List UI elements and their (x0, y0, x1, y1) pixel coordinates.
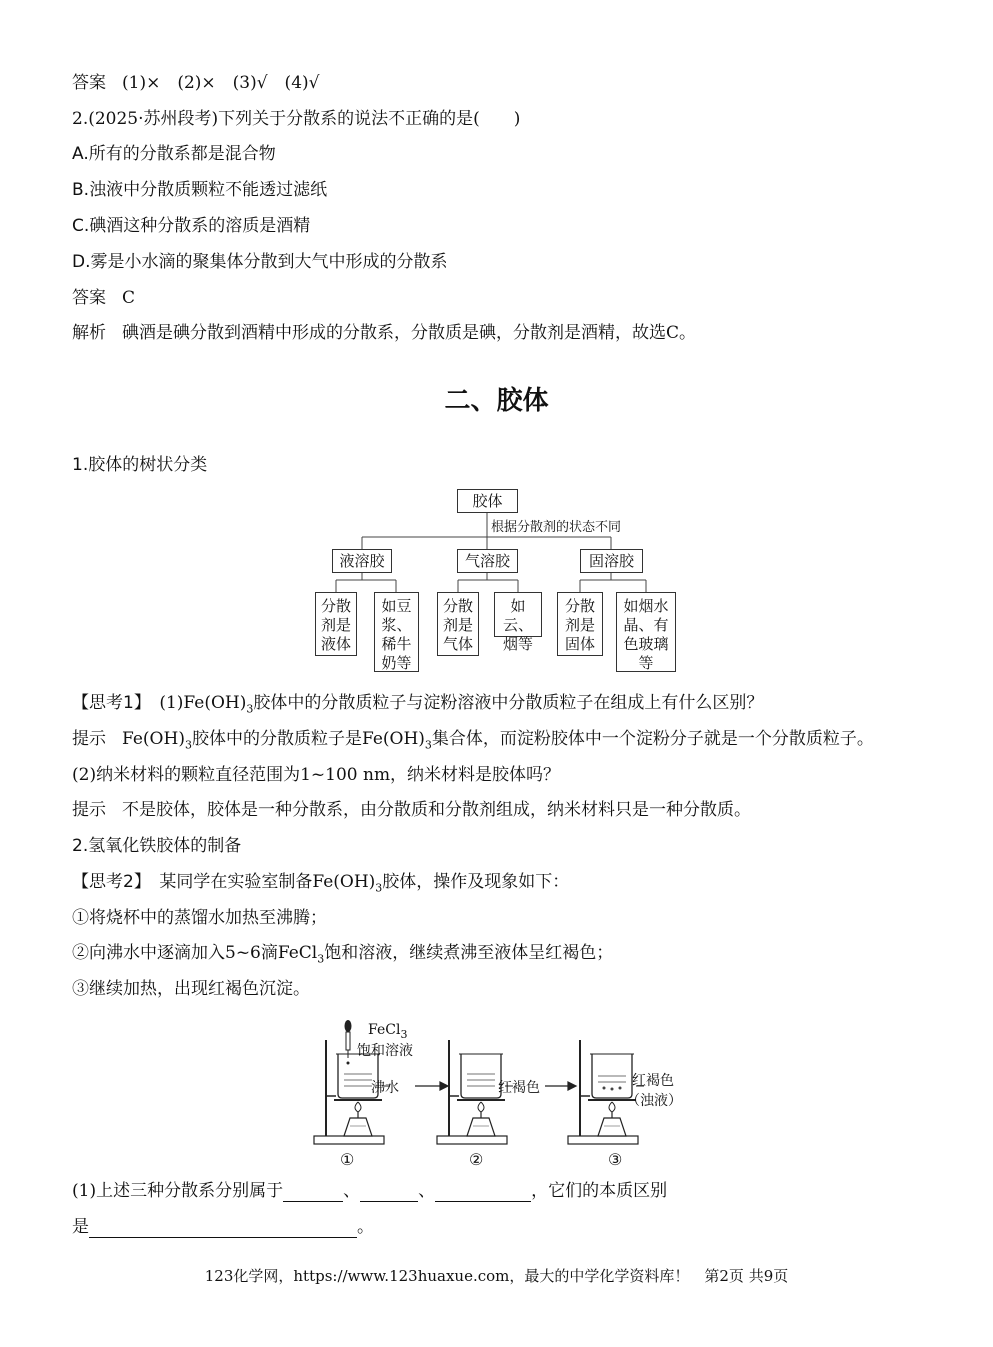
label-suspension: （浊液） (626, 1093, 682, 1109)
think1-tip1: 提示 $Fe(OH)_3$胶体中的分散质粒子是$Fe(OH)_3$集合体，而淀粉胶体中一个淀粉分子就是一个分散质粒子。 (72, 729, 874, 752)
tree-solid-a: 分散剂是固体 (557, 592, 603, 656)
option-b: B.浊液中分散质颗粒不能透过滤纸 (72, 180, 328, 200)
answer-value: C (122, 288, 136, 308)
answer-blank-2[interactable] (360, 1183, 418, 1202)
think1-question2: (2)纳米材料的颗粒直径范围为1~100 nm，纳米材料是胶体吗？ (72, 765, 561, 785)
answer-label: 答案 (72, 73, 106, 93)
reagent-label-2: 饱和溶液 (357, 1043, 413, 1059)
think1-label: 【思考1】 (72, 693, 143, 713)
label-red-brown: 红褐色 (498, 1080, 540, 1096)
think2-step2: ②向沸水中逐滴加入5~6滴FeCl$_3$饱和溶液，继续煮沸至液体呈红褐色； (72, 943, 614, 966)
think1-question1: 【思考1】 $(1)Fe(OH)_3$胶体中的分散质粒子与淀粉溶液中分散质粒子在组成上有什么区别？ (72, 693, 764, 716)
tree-root: 胶体 (457, 489, 518, 513)
tree-gas-b: 如云、烟等 (494, 592, 542, 637)
subsection-tree: 1.胶体的树状分类 (72, 455, 208, 475)
tree-liquid-b: 如豆浆、稀牛奶等 (374, 592, 419, 672)
think1-tip2: 提示 不是胶体，胶体是一种分散系，由分散质和分散剂组成，纳米材料只是一种分散质。 (72, 800, 751, 820)
label-red-brown-3: 红褐色 (632, 1073, 674, 1089)
tree-criterion: 根据分散剂的状态不同 (491, 520, 622, 535)
figure-number-1: ① (340, 1150, 355, 1169)
think2-step3: ③继续加热，出现红褐色沉淀。 (72, 979, 310, 999)
fill-question-line1: (1)上述三种分散系分别属于 、 、 ，它们的本质区别 (72, 1181, 668, 1201)
analysis-label: 解析 (72, 323, 106, 343)
tree-gas-a: 分散剂是气体 (437, 592, 479, 656)
tree-gas-sol: 气溶胶 (457, 549, 518, 573)
question-2-stem: 2.(2025·苏州段考)下列关于分散系的说法不正确的是( ) (72, 109, 521, 129)
option-a: A.所有的分散系都是混合物 (72, 144, 276, 164)
reagent-label: FeCl$_3$ (368, 1022, 408, 1041)
tree-liquid-sol: 液溶胶 (332, 549, 392, 573)
subsection-preparation: 2.氢氧化铁胶体的制备 (72, 836, 242, 856)
analysis-text: 碘酒是碘分散到酒精中形成的分散系，分散质是碘，分散剂是酒精，故选C。 (122, 323, 697, 343)
answer-blank-1[interactable] (283, 1183, 343, 1202)
figure-number-2: ② (469, 1150, 484, 1169)
tip-label: 提示 (72, 800, 106, 820)
tree-solid-sol: 固溶胶 (580, 549, 643, 573)
answer-label: 答案 (72, 288, 106, 308)
think2-label: 【思考2】 (72, 872, 143, 892)
think2-step1: ①将烧杯中的蒸馏水加热至沸腾； (72, 908, 327, 928)
option-c: C.碘酒这种分散系的溶质是酒精 (72, 216, 311, 236)
figure-number-3: ③ (608, 1150, 623, 1169)
option-d: D.雾是小水滴的聚集体分散到大气中形成的分散系 (72, 252, 448, 272)
think2-intro: 【思考2】 某同学在实验室制备$Fe(OH)_3$胶体，操作及现象如下： (72, 872, 570, 895)
label-boiling-water: 沸水 (371, 1080, 399, 1096)
tree-liquid-a: 分散剂是液体 (315, 592, 357, 656)
tree-solid-b: 如烟水晶、有色玻璃等 (616, 592, 676, 672)
answer-text: (1)× (2)× (3)√ (4)√ (122, 73, 320, 93)
fill-question-line2: 是 。 (72, 1217, 374, 1237)
answer-blank-3[interactable] (435, 1183, 531, 1202)
page-footer: 123化学网，https://www.123huaxue.com，最大的中学化学资料库！ 第2页 共9页 (204, 1267, 789, 1285)
section-title: 二、胶体 (444, 386, 549, 416)
answer-blank-4[interactable] (89, 1219, 357, 1238)
tip-label: 提示 (72, 729, 106, 749)
